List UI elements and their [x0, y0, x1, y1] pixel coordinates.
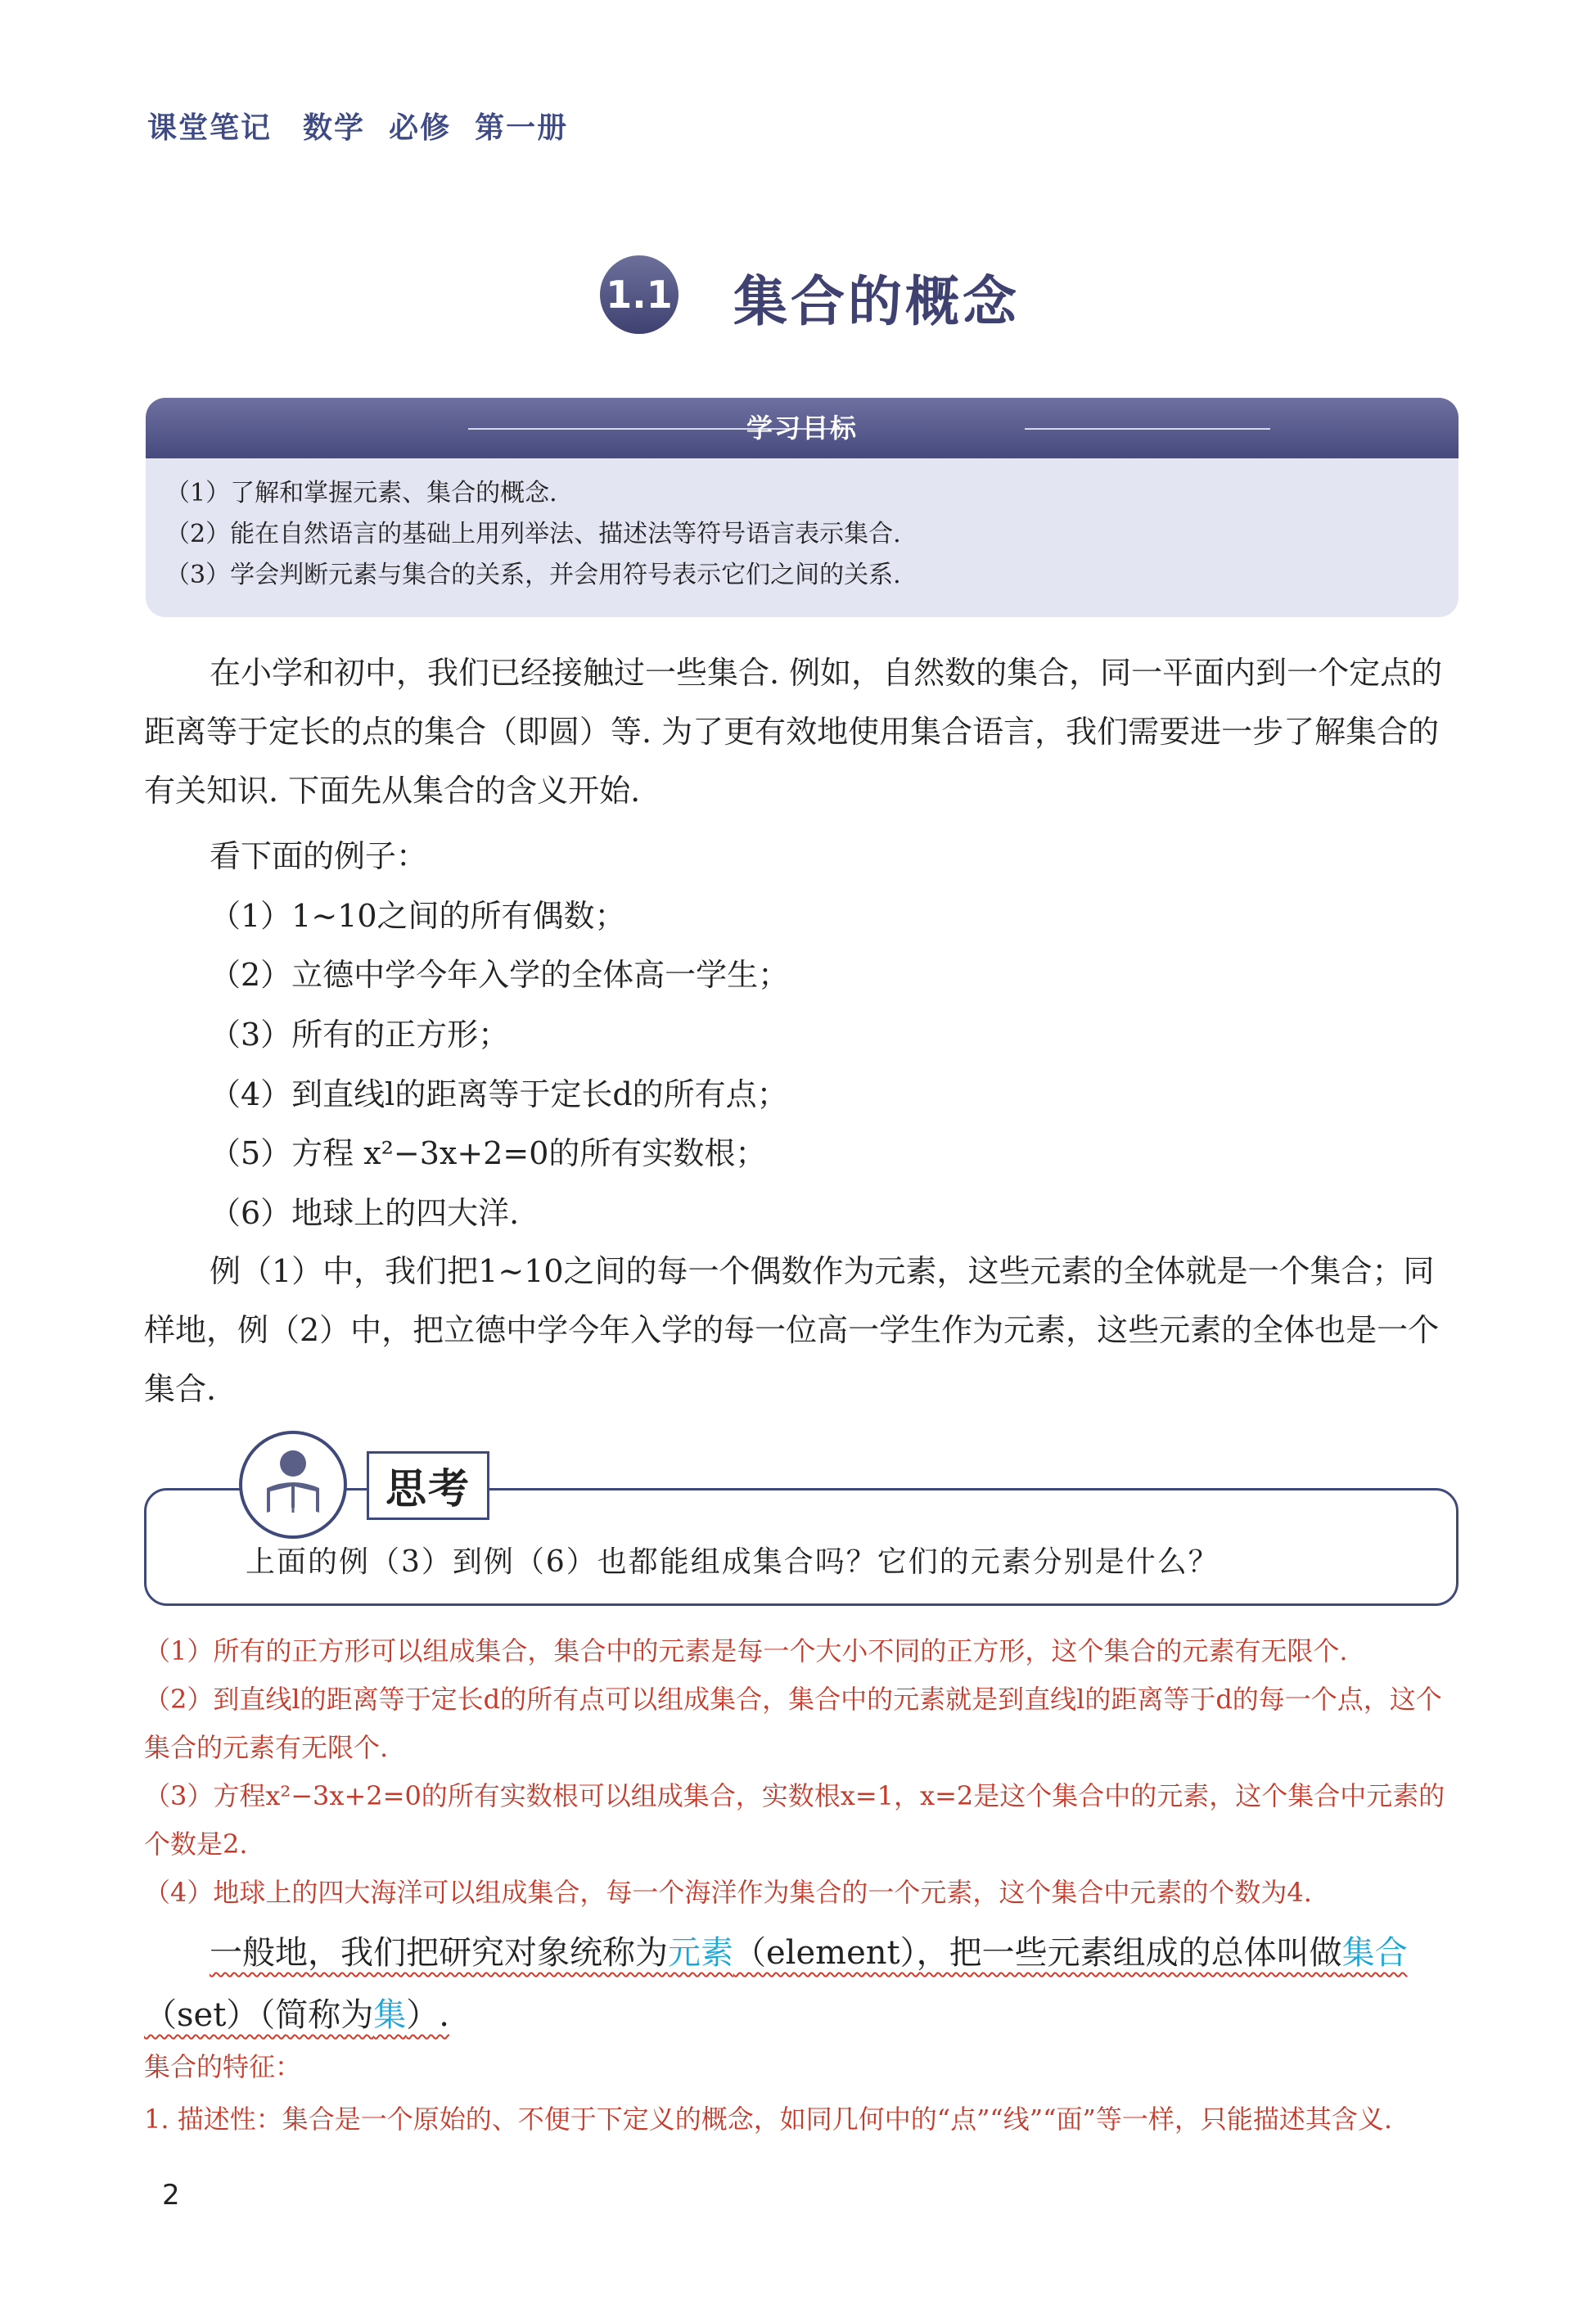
learning-goals-list — [165, 473, 901, 596]
definition-text: （set）（简称为 — [144, 1996, 374, 2034]
note-item: （4）地球上的四大海洋可以组成集合，每一个海洋作为集合的一个元素，这个集合中元素的个数为4. — [144, 1877, 1312, 1908]
examples-lead: 看下面的例子： — [210, 838, 428, 874]
goal-item: （2）能在自然语言的基础上用列举法、描述法等符号语言表示集合. — [165, 520, 901, 548]
note-item: （2）到直线l的距离等于定长d的所有点可以组成集合，集合中的元素就是到直线l的距离等于d的每一个点，这个集合的元素有无限个. — [144, 1684, 1442, 1763]
features-title: 集合的特征： — [144, 2051, 302, 2082]
example-item: （3）所有的正方形； — [210, 1017, 510, 1053]
feature-item: 1. 描述性：集合是一个原始的、不便于下定义的概念，如同几何中的“点”“线”“面”等一样，只能描述其含义. — [144, 2104, 1393, 2135]
example-item: （1）1~10之间的所有偶数； — [210, 898, 626, 934]
definition-text: 一般地，我们把研究对象统称为 — [210, 1934, 668, 1972]
note-item: （3）方程x²−3x+2=0的所有实数根可以组成集合，实数根x=1，x=2是这个集合中的元素，这个集合中元素的个数是2. — [144, 1780, 1445, 1860]
intro-paragraph: 在小学和初中，我们已经接触过一些集合. 例如，自然数的集合，同一平面内到一个定点的距离等于定长的点的集合（即圆）等. 为了更有效地使用集合语言，我们需要进一步了解集合的有关知识. 下面先从集合的含义开始. — [144, 655, 1443, 809]
handwritten-notes — [144, 1627, 1457, 1917]
explain-paragraph: 例（1）中，我们把1~10之间的每一个偶数作为元素，这些元素的全体就是一个集合；同样地，例（2）中，把立德中学今年入学的每一位高一学生作为元素，这些元素的全体也是一个集合. — [144, 1253, 1440, 1407]
term-set-short: 集 — [373, 1996, 407, 2034]
think-question: 上面的例（3）到例（6）也都能组成集合吗？它们的元素分别是什么？ — [246, 1545, 1220, 1579]
example-item: （4）到直线l的距离等于定长d的所有点； — [210, 1076, 788, 1112]
section-title: 集合的概念 — [733, 270, 1020, 333]
example-item: （6）地球上的四大洋. — [210, 1195, 520, 1231]
note-item: （1）所有的正方形可以组成集合，集合中的元素是每一个大小不同的正方形，这个集合的元素有无限个. — [144, 1635, 1348, 1666]
example-item: （5）方程 x²−3x+2=0的所有实数根； — [210, 1135, 767, 1171]
think-label: 思考 — [367, 1451, 489, 1520]
definition-paragraph — [144, 1922, 1470, 2046]
reading-person-icon — [239, 1431, 347, 1539]
section-number-badge: 1.1 — [600, 255, 679, 334]
goal-item: （3）学会判断元素与集合的关系，并会用符号表示它们之间的关系. — [165, 561, 901, 589]
term-set: 集合 — [1341, 1934, 1408, 1972]
learning-goals-box — [146, 398, 1458, 617]
definition-text: ）. — [406, 1996, 449, 2034]
example-item: （2）立德中学今年入学的全体高一学生； — [210, 957, 790, 993]
learning-goals-header — [146, 398, 1458, 458]
term-element: 元素 — [668, 1934, 733, 1972]
running-header: 课堂笔记 数学 必修 第一册 — [147, 111, 569, 145]
page-number: 2 — [162, 2179, 180, 2212]
definition-text: （element），把一些元素组成的总体叫做 — [733, 1934, 1342, 1972]
learning-goals-title: 学习目标 — [746, 413, 858, 444]
goal-item: （1）了解和掌握元素、集合的概念. — [165, 479, 557, 507]
